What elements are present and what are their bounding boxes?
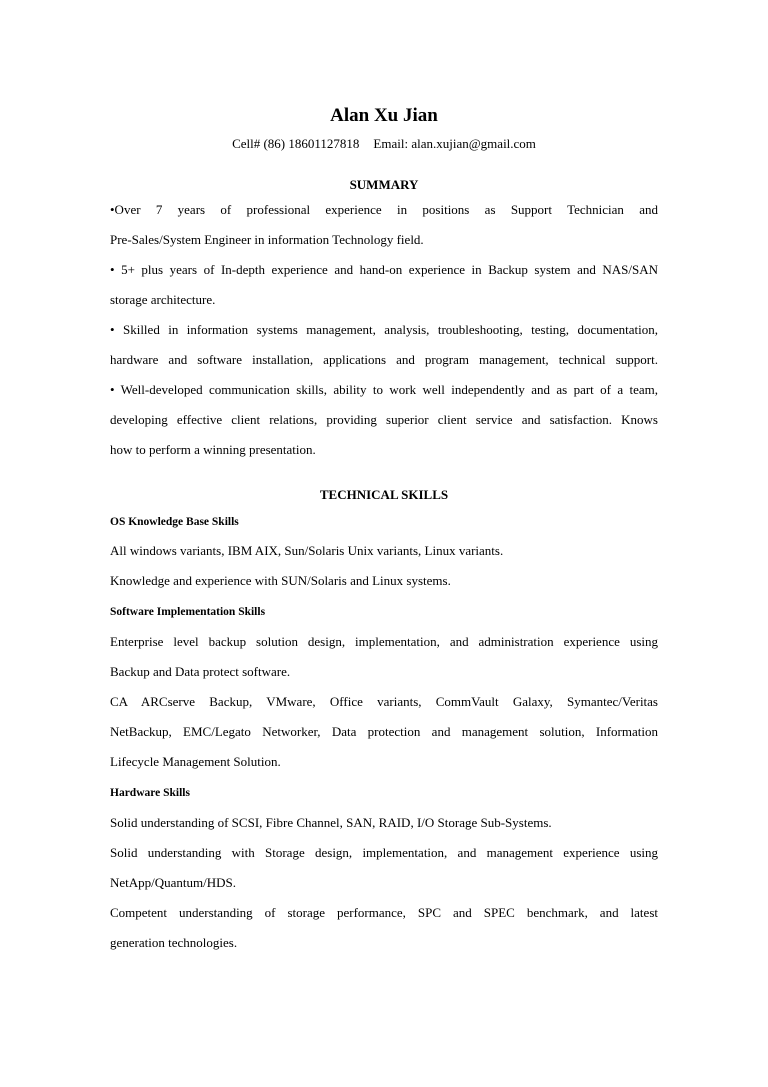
cell-number: Cell# (86) 18601127818 — [232, 136, 360, 151]
summary-line: developing effective client relations, providing superior client service and satisfaction. Knows — [110, 412, 658, 427]
software-skills-title: Software Implementation Skills — [110, 606, 266, 618]
hardware-skills-body — [110, 808, 658, 958]
os-skill-line: Knowledge and experience with SUN/Solaris and Linux systems. — [110, 573, 451, 588]
email-address: Email: alan.xujian@gmail.com — [373, 136, 536, 151]
os-skill-line: All windows variants, IBM AIX, Sun/Solaris Unix variants, Linux variants. — [110, 543, 504, 558]
software-skill-line: Enterprise level backup solution design, implementation, and administration experience using — [110, 634, 658, 649]
technical-skills-heading: TECHNICAL SKILLS — [319, 487, 449, 502]
hardware-skill-line: NetApp/Quantum/HDS. — [110, 875, 237, 890]
summary-line: hardware and software installation, applications and program management, technical support. — [110, 352, 658, 367]
hardware-skill-line: Competent understanding of storage performance, SPC and SPEC benchmark, and latest — [110, 905, 658, 920]
hardware-skills-title: Hardware Skills — [110, 787, 190, 799]
software-skill-line: NetBackup, EMC/Legato Networker, Data protection and management solution, Information — [110, 724, 658, 739]
software-skill-line: Lifecycle Management Solution. — [110, 754, 281, 769]
summary-line: Pre-Sales/System Engineer in information Technology field. — [110, 232, 424, 247]
software-skill-line: Backup and Data protect software. — [110, 664, 291, 679]
summary-line: • Well-developed communication skills, ability to work well independently and as part of a team, — [110, 382, 658, 397]
software-skills-body — [110, 627, 658, 777]
contact-line — [0, 135, 768, 153]
os-skills-body — [110, 536, 658, 596]
hardware-skill-line: generation technologies. — [110, 935, 238, 950]
software-skill-line: CA ARCserve Backup, VMware, Office variants, CommVault Galaxy, Symantec/Veritas — [110, 694, 658, 709]
summary-line: • 5+ plus years of In-depth experience and hand-on experience in Backup system and NAS/SAN — [110, 262, 658, 277]
summary-body — [110, 195, 658, 465]
summary-heading: SUMMARY — [349, 177, 419, 192]
summary-line: • Skilled in information systems management, analysis, troubleshooting, testing, documentation, — [110, 322, 658, 337]
summary-line: storage architecture. — [110, 292, 216, 307]
candidate-name: Alan Xu Jian — [330, 105, 438, 126]
hardware-skill-line: Solid understanding with Storage design, implementation, and management experience using — [110, 845, 658, 860]
hardware-skill-line: Solid understanding of SCSI, Fibre Channel, SAN, RAID, I/O Storage Sub-Systems. — [110, 815, 552, 830]
summary-line: how to perform a winning presentation. — [110, 442, 316, 457]
summary-line: •Over 7 years of professional experience in positions as Support Technician and — [110, 202, 658, 217]
os-skills-title: OS Knowledge Base Skills — [110, 516, 239, 528]
